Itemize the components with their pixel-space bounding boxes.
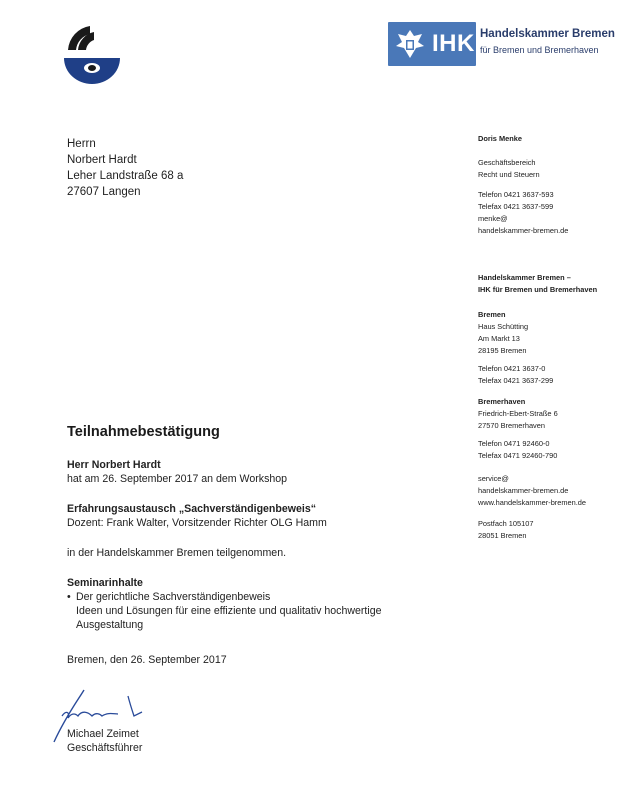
postfach-line1: Postfach 105107 <box>478 519 534 528</box>
company-logo-icon <box>60 22 124 84</box>
contents-bullet-item <box>67 590 381 604</box>
bullet-marker: • <box>67 591 71 603</box>
service-email-line2: handelskammer-bremen.de <box>478 486 569 495</box>
bremen-heading: Bremen <box>478 310 506 319</box>
bremerhaven-phone: Telefon 0471 92460-0 <box>478 439 550 448</box>
signer-name: Michael Zeimet <box>67 728 139 740</box>
bremen-address-block <box>478 309 553 387</box>
signer-block <box>67 727 142 755</box>
recipient-address <box>67 136 183 200</box>
participant-name: Herr Norbert Hardt <box>67 459 161 471</box>
bremerhaven-heading: Bremerhaven <box>478 397 526 406</box>
contact-phone: Telefon 0421 3637-593 <box>478 190 554 199</box>
location-line: in der Handelskammer Bremen teilgenommen. <box>67 547 287 559</box>
service-website: www.handelskammer-bremen.de <box>478 498 587 507</box>
contact-email-line1: menke@ <box>478 214 508 223</box>
org-block <box>478 272 597 296</box>
contents-line2: Ideen und Lösungen für eine effiziente und qualitativ hochwertige <box>76 605 382 617</box>
org-line1: Handelskammer Bremen – <box>478 273 571 282</box>
postfach-block <box>478 518 533 542</box>
contents-line3: Ausgestaltung <box>76 619 144 631</box>
bremen-line3: 28195 Bremen <box>478 346 527 355</box>
contact-fax: Telefax 0421 3637-599 <box>478 202 554 211</box>
ihk-abbreviation: IHK <box>432 30 475 57</box>
recipient-name: Norbert Hardt <box>67 154 137 166</box>
workshop-title: Erfahrungsaustausch „Sachverständigenbeweis“ <box>67 503 317 515</box>
letter-date: Bremen, den 26. September 2017 <box>67 654 227 666</box>
contents-heading: Seminarinhalte <box>67 577 143 589</box>
bremerhaven-address-block <box>478 396 558 462</box>
service-block <box>478 473 586 509</box>
ihk-name: Handelskammer Bremen <box>480 28 615 40</box>
attendance-line: hat am 26. September 2017 an dem Workshop <box>67 473 288 485</box>
workshop-block <box>67 502 327 530</box>
bremen-line1: Haus Schütting <box>478 322 529 331</box>
recipient-street: Leher Landstraße 68 a <box>67 170 184 182</box>
service-email-line1: service@ <box>478 474 509 483</box>
bremen-phone: Telefon 0421 3637-0 <box>478 364 546 373</box>
org-line2: IHK für Bremen und Bremerhaven <box>478 285 598 294</box>
bremerhaven-line1: Friedrich-Ebert-Straße 6 <box>478 409 558 418</box>
contact-dept-line1: Geschäftsbereich <box>478 158 536 167</box>
bremerhaven-fax: Telefax 0471 92460-790 <box>478 451 558 460</box>
contact-block <box>478 133 568 237</box>
ihk-badge <box>388 22 476 66</box>
document-title: Teilnahmebestätigung <box>67 424 220 440</box>
lecturer-line: Dozent: Frank Walter, Vorsitzender Richter OLG Hamm <box>67 517 327 529</box>
signer-title: Geschäftsführer <box>67 742 143 754</box>
ihk-subtitle: für Bremen und Bremerhaven <box>480 45 599 55</box>
bremerhaven-line2: 27570 Bremerhaven <box>478 421 545 430</box>
eagle-crest-icon <box>392 26 428 62</box>
contact-person: Doris Menke <box>478 134 522 143</box>
recipient-city: 27607 Langen <box>67 186 141 198</box>
bremen-line2: Am Markt 13 <box>478 334 520 343</box>
participant-block <box>67 458 287 486</box>
contents-line1: Der gerichtliche Sachverständigenbeweis <box>76 591 271 603</box>
contact-dept-line2: Recht und Steuern <box>478 170 540 179</box>
contact-email-line2: handelskammer-bremen.de <box>478 226 569 235</box>
postfach-line2: 28051 Bremen <box>478 531 527 540</box>
bremen-fax: Telefax 0421 3637-299 <box>478 376 554 385</box>
recipient-salutation: Herrn <box>67 138 96 150</box>
ihk-logo <box>388 22 615 66</box>
contents-block <box>67 576 381 632</box>
